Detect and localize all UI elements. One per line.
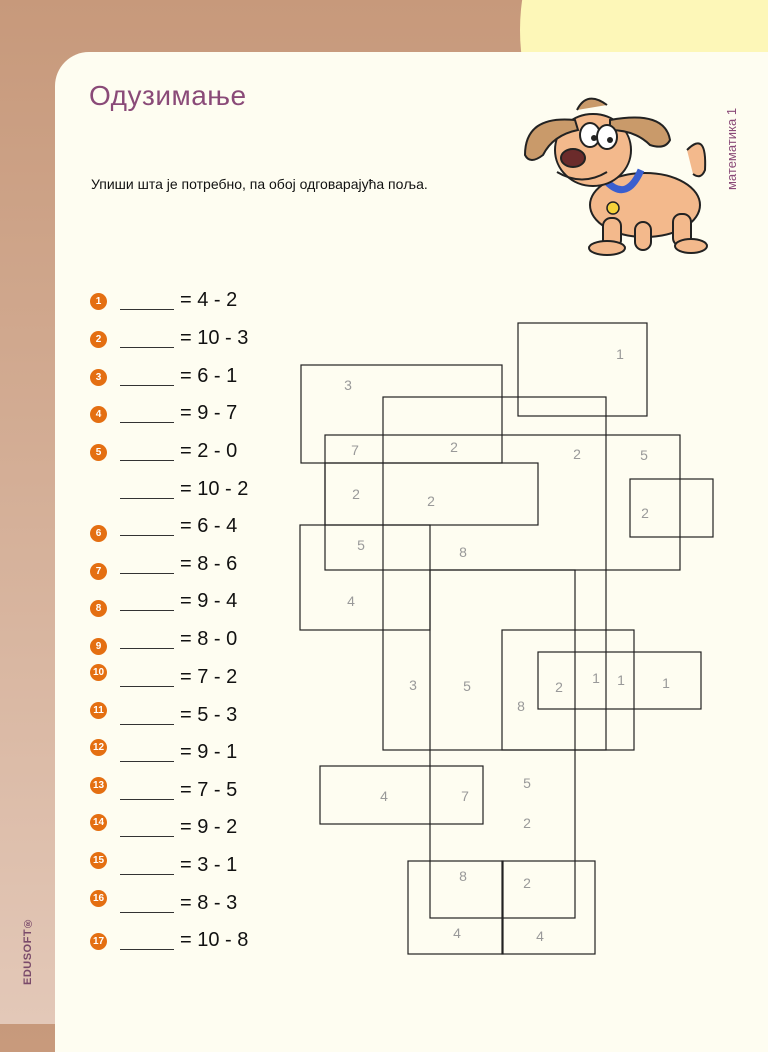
puzzle-number: 4 <box>453 925 461 941</box>
equation-expression: = 6 - 1 <box>180 365 238 387</box>
puzzle-number: 3 <box>344 377 352 393</box>
puzzle-cell[interactable] <box>502 630 634 750</box>
puzzle-number: 2 <box>555 679 563 695</box>
equation-number-badge: 8 <box>90 600 107 617</box>
puzzle-number: 5 <box>640 447 648 463</box>
equation-number-badge: 10 <box>90 664 107 681</box>
puzzle-number: 5 <box>463 678 471 694</box>
puzzle-number: 1 <box>616 346 624 362</box>
equation-number-badge: 1 <box>90 293 107 310</box>
equation-expression: = 9 - 4 <box>180 590 238 612</box>
puzzle-number: 4 <box>347 593 355 609</box>
puzzle-cell[interactable] <box>518 323 647 416</box>
puzzle-cell[interactable] <box>320 766 483 824</box>
equation-expression: = 9 - 2 <box>180 816 238 838</box>
equation-expression: = 10 - 8 <box>180 929 249 951</box>
puzzle-number: 2 <box>450 439 458 455</box>
equation-number-badge: 17 <box>90 933 107 950</box>
equation-expression: = 9 - 1 <box>180 741 238 763</box>
puzzle-number: 2 <box>352 486 360 502</box>
equation-number-badge: 7 <box>90 563 107 580</box>
equation-number-badge: 2 <box>90 331 107 348</box>
equation-number-badge: 13 <box>90 777 107 794</box>
brand-label: EDUSOFT® <box>22 916 34 985</box>
puzzle-divider <box>502 861 503 954</box>
equation-expression: = 10 - 3 <box>180 327 249 349</box>
puzzle-number: 2 <box>573 446 581 462</box>
puzzle-number: 5 <box>357 537 365 553</box>
puzzle-cell[interactable] <box>300 525 430 630</box>
puzzle-number: 3 <box>409 677 417 693</box>
equation-number-badge: 4 <box>90 406 107 423</box>
equation-expression: = 7 - 5 <box>180 779 238 801</box>
equation-expression: = 8 - 3 <box>180 892 238 914</box>
puzzle-number: 8 <box>459 868 467 884</box>
puzzle-number: 8 <box>459 544 467 560</box>
equation-expression: = 10 - 2 <box>180 478 249 500</box>
equation-number-badge: 9 <box>90 638 107 655</box>
equation-expression: = 7 - 2 <box>180 666 238 688</box>
equation-expression: = 8 - 0 <box>180 628 238 650</box>
puzzle-labels <box>344 346 670 944</box>
equation-number-badge: 3 <box>90 369 107 386</box>
equation-expression: = 2 - 0 <box>180 440 238 462</box>
equation-expression: = 9 - 7 <box>180 402 238 424</box>
subject-label: математика 1 <box>724 107 739 190</box>
puzzle-number: 5 <box>523 775 531 791</box>
puzzle-number: 1 <box>592 670 600 686</box>
equation-number-badge: 15 <box>90 852 107 869</box>
page-title: Одузимање <box>89 80 247 111</box>
puzzle-number: 1 <box>617 672 625 688</box>
equation-number-badge: 6 <box>90 525 107 542</box>
equation-number-badge: 14 <box>90 814 107 831</box>
puzzle-number: 2 <box>523 815 531 831</box>
equation-number-badge: 11 <box>90 702 107 719</box>
equation-expression: = 4 - 2 <box>180 289 238 311</box>
puzzle-number: 7 <box>461 788 469 804</box>
equation-expression: = 3 - 1 <box>180 854 238 876</box>
puzzle-number: 7 <box>351 442 359 458</box>
puzzle-number: 2 <box>641 505 649 521</box>
equation-number-badge: 5 <box>90 444 107 461</box>
instruction-text: Упиши шта је потребно, па обој одговарајућа поља. <box>91 176 428 192</box>
puzzle-number: 2 <box>427 493 435 509</box>
equation-expression: = 5 - 3 <box>180 704 238 726</box>
puzzle-number: 1 <box>662 675 670 691</box>
puzzle-number: 4 <box>380 788 388 804</box>
puzzle-number: 4 <box>536 928 544 944</box>
equation-expression: = 6 - 4 <box>180 515 238 537</box>
equation-number-badge: 16 <box>90 890 107 907</box>
puzzle-number: 2 <box>523 875 531 891</box>
puzzle-shapes <box>300 323 713 954</box>
equation-expression: = 8 - 6 <box>180 553 238 575</box>
puzzle-number: 8 <box>517 698 525 714</box>
equation-number-badge: 12 <box>90 739 107 756</box>
puzzle-cell[interactable] <box>301 365 502 463</box>
